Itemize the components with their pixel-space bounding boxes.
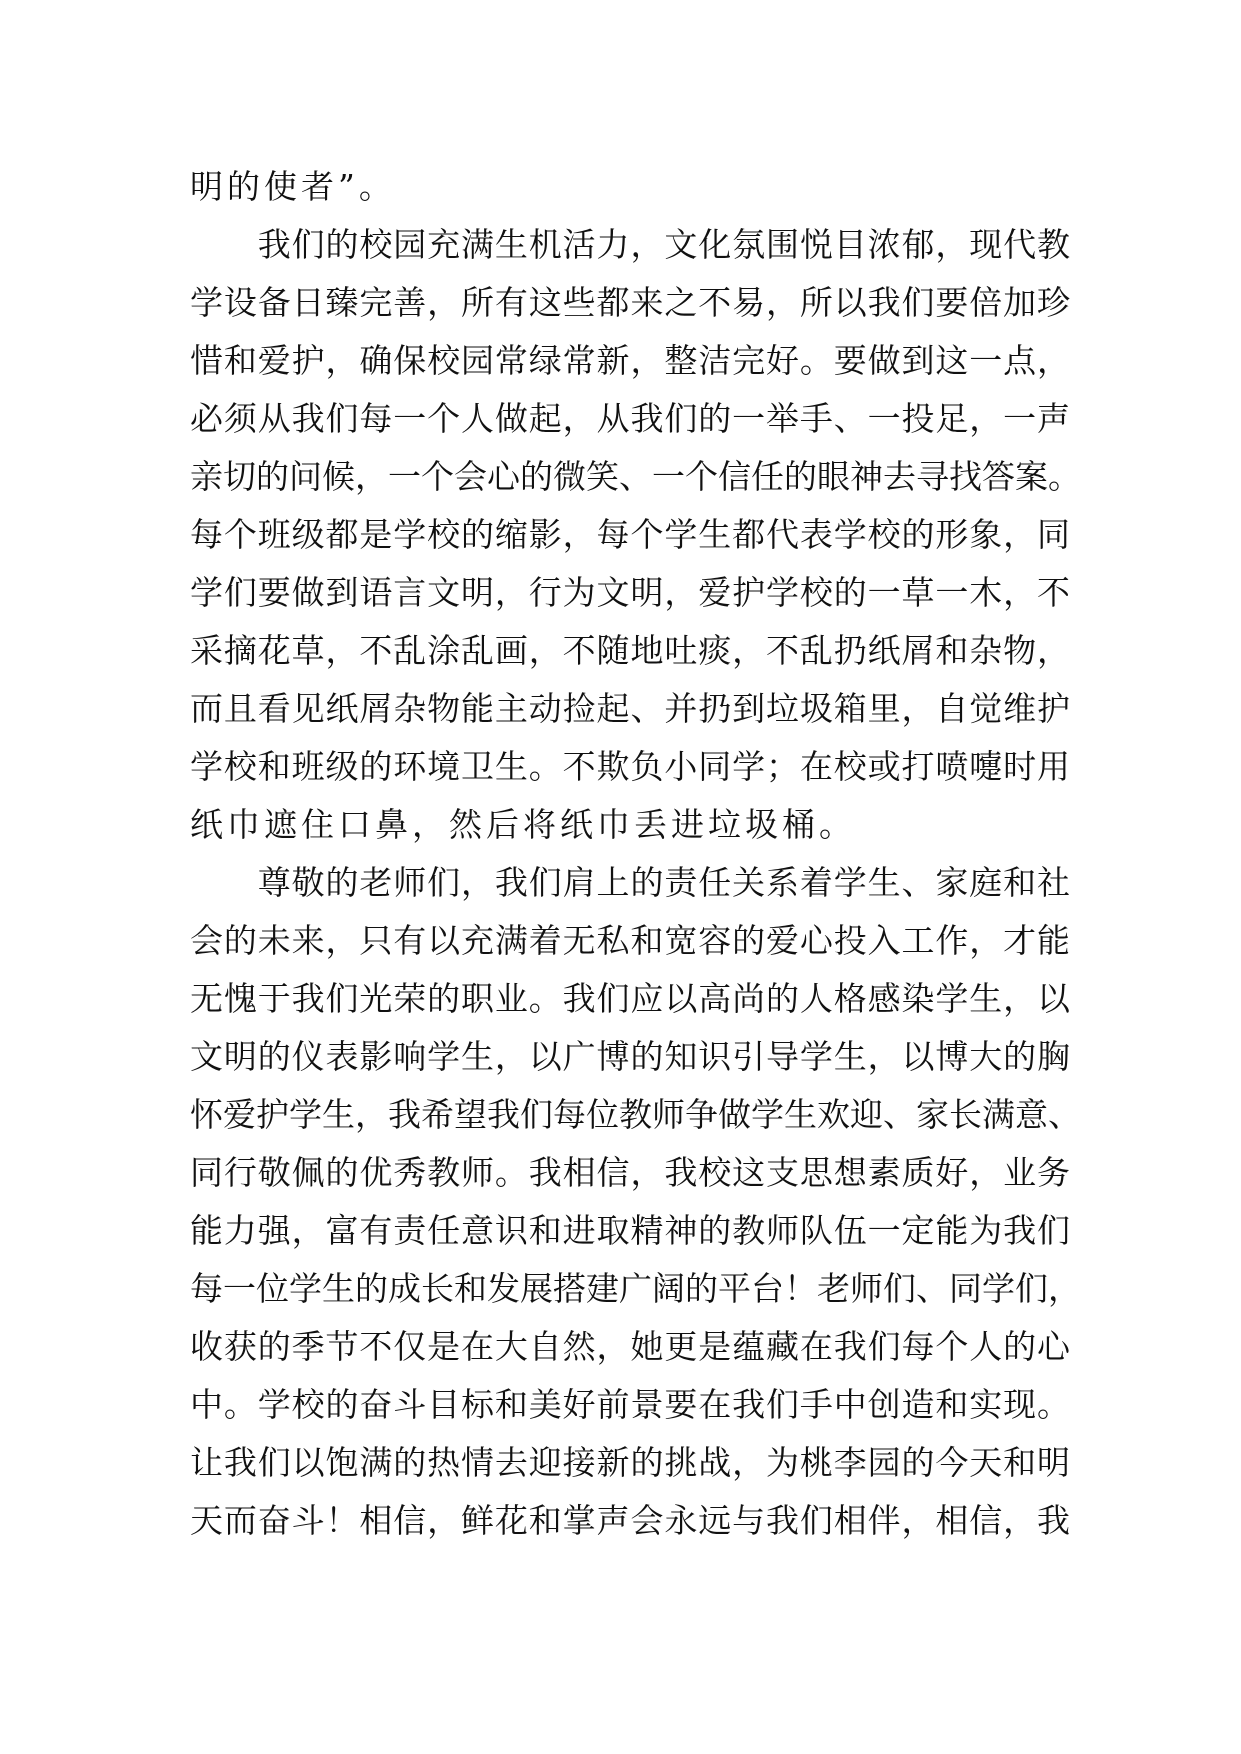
text-line: 采摘花草，不乱涂乱画，不随地吐痰，不乱扔纸屑和杂物， <box>190 631 1070 670</box>
body-text <box>190 158 1081 1550</box>
text-line: 学们要做到语言文明，行为文明，爱护学校的一草一木，不 <box>190 573 1070 612</box>
text-line: 尊敬的老师们，我们肩上的责任关系着学生、家庭和社 <box>190 863 1070 902</box>
text-line: 每个班级都是学校的缩影，每个学生都代表学校的形象，同 <box>190 515 1070 554</box>
text-line: 天而奋斗！相信，鲜花和掌声会永远与我们相伴，相信，我 <box>190 1501 1070 1540</box>
text-line: 纸巾遮住口鼻，然后将纸巾丢进垃圾桶。 <box>190 805 856 844</box>
text-line: 怀爱护学生，我希望我们每位教师争做学生欢迎、家长满意、 <box>190 1095 1081 1134</box>
text-line: 而且看见纸屑杂物能主动捡起、并扔到垃圾箱里，自觉维护 <box>190 689 1070 728</box>
text-line: 每一位学生的成长和发展搭建广阔的平台！老师们、同学们， <box>190 1269 1081 1308</box>
text-line: 惜和爱护，确保校园常绿常新，整洁完好。要做到这一点， <box>190 341 1070 380</box>
text-line: 收获的季节不仅是在大自然，她更是蕴藏在我们每个人的心 <box>190 1327 1070 1366</box>
text-line: 同行敬佩的优秀教师。我相信，我校这支思想素质好，业务 <box>190 1153 1070 1192</box>
text-line: 学校和班级的环境卫生。不欺负小同学；在校或打喷嚏时用 <box>190 747 1070 786</box>
text-line: 中。学校的奋斗目标和美好前景要在我们手中创造和实现。 <box>190 1385 1070 1424</box>
text-line: 明的使者”。 <box>190 167 396 206</box>
text-line: 我们的校园充满生机活力，文化氛围悦目浓郁，现代教 <box>190 225 1070 264</box>
text-line: 文明的仪表影响学生，以广博的知识引导学生，以博大的胸 <box>190 1037 1070 1076</box>
text-line: 会的未来，只有以充满着无私和宽容的爱心投入工作，才能 <box>190 921 1070 960</box>
text-line: 让我们以饱满的热情去迎接新的挑战，为桃李园的今天和明 <box>190 1443 1070 1482</box>
text-line: 学设备日臻完善，所有这些都来之不易，所以我们要倍加珍 <box>190 283 1070 322</box>
text-line: 必须从我们每一个人做起，从我们的一举手、一投足，一声 <box>190 399 1070 438</box>
text-line: 能力强，富有责任意识和进取精神的教师队伍一定能为我们 <box>190 1211 1070 1250</box>
text-line: 亲切的问候，一个会心的微笑、一个信任的眼神去寻找答案。 <box>190 457 1081 496</box>
text-line: 无愧于我们光荣的职业。我们应以高尚的人格感染学生，以 <box>190 979 1070 1018</box>
